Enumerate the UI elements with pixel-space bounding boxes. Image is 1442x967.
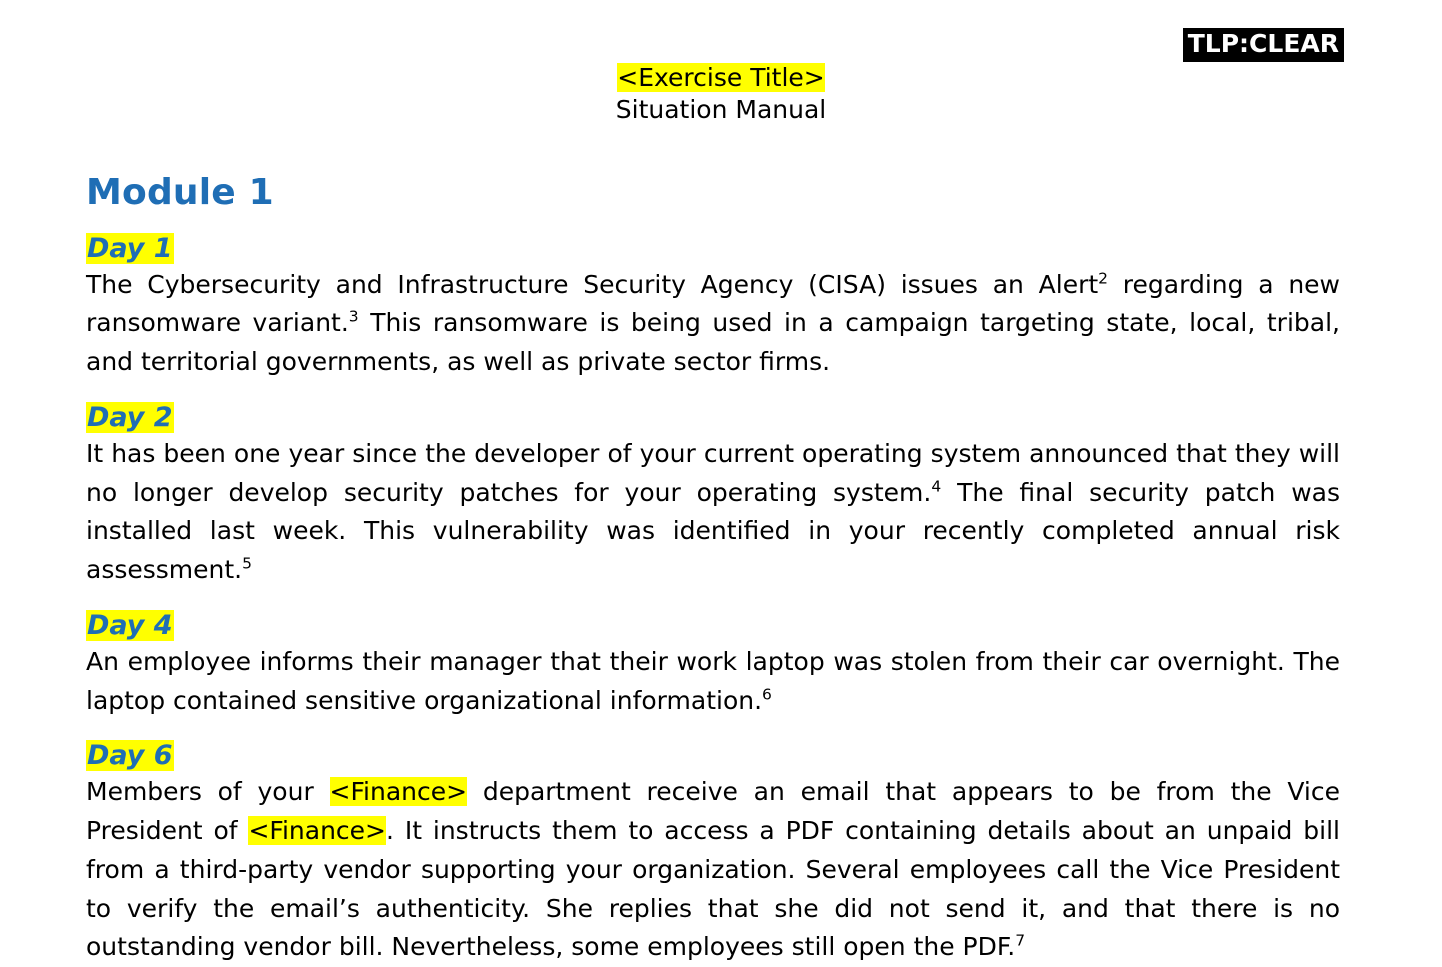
day-heading-4 <box>86 610 1340 641</box>
day-2-text-mid: The final security patch was installed last week. This vulnerability was identified in your recently completed annual risk assessment. <box>86 478 1340 585</box>
module-heading: Module 1 <box>86 172 1340 213</box>
day-4-text-before: An employee informs their manager that their work laptop was stolen from their car overnight. The laptop contained sensitive organizational information. <box>86 647 1340 715</box>
footnote-ref-4: 4 <box>931 477 941 495</box>
day-paragraph-2 <box>86 435 1340 590</box>
document-body <box>0 172 1442 967</box>
day-1-text-after: This ransomware is being used in a campaign targeting state, local, tribal, and territorial governments, as well as private sector firms. <box>86 308 1340 376</box>
day-6-text-mid: department receive an email that appears to be from the Vice President of <box>86 777 1340 845</box>
day-6-text-after: . It instructs them to access a PDF containing details about an unpaid bill from a third-party vendor supporting your organization. Several employees call the Vice President to verify the email’s authenticity. She replies that she did not send it, and that there is no outstanding vendor bill. Nevertheless, some employees still open the PDF. <box>86 816 1340 961</box>
day-paragraph-6 <box>86 773 1340 967</box>
exercise-title-text: <Exercise Title> <box>617 63 824 92</box>
tlp-classification-badge: TLP:CLEAR <box>1183 28 1344 62</box>
finance-placeholder-1: <Finance> <box>330 777 468 806</box>
day-paragraph-1 <box>86 266 1340 382</box>
document-subtitle: Situation Manual <box>0 94 1442 125</box>
day-heading-1 <box>86 233 1340 264</box>
day-6-text-before: Members of your <box>86 777 330 806</box>
finance-placeholder-2: <Finance> <box>248 816 386 845</box>
footnote-ref-3: 3 <box>349 308 359 326</box>
document-header <box>0 0 1442 126</box>
day-heading-1-text: Day 1 <box>86 233 174 264</box>
day-section-3 <box>86 610 1340 721</box>
day-section-2 <box>86 402 1340 590</box>
footnote-ref-6: 6 <box>762 685 772 703</box>
day-section-4 <box>86 740 1340 967</box>
day-paragraph-4 <box>86 643 1340 721</box>
day-1-text-mid: regarding a new ransomware variant. <box>86 270 1340 338</box>
day-heading-6-text: Day 6 <box>86 740 174 771</box>
day-2-text-before: It has been one year since the developer of your current operating system announced that they will no longer develop security patches for your operating system. <box>86 439 1340 507</box>
day-1-text-before: The Cybersecurity and Infrastructure Security Agency (CISA) issues an Alert <box>86 270 1098 299</box>
day-heading-4-text: Day 4 <box>86 610 174 641</box>
footnote-ref-2: 2 <box>1098 269 1108 287</box>
day-heading-2 <box>86 402 1340 433</box>
footnote-ref-5: 5 <box>242 555 252 573</box>
day-section-1 <box>86 233 1340 382</box>
day-heading-2-text: Day 2 <box>86 402 174 433</box>
footnote-ref-7: 7 <box>1015 932 1025 950</box>
exercise-title <box>617 62 824 93</box>
day-heading-6 <box>86 740 1340 771</box>
